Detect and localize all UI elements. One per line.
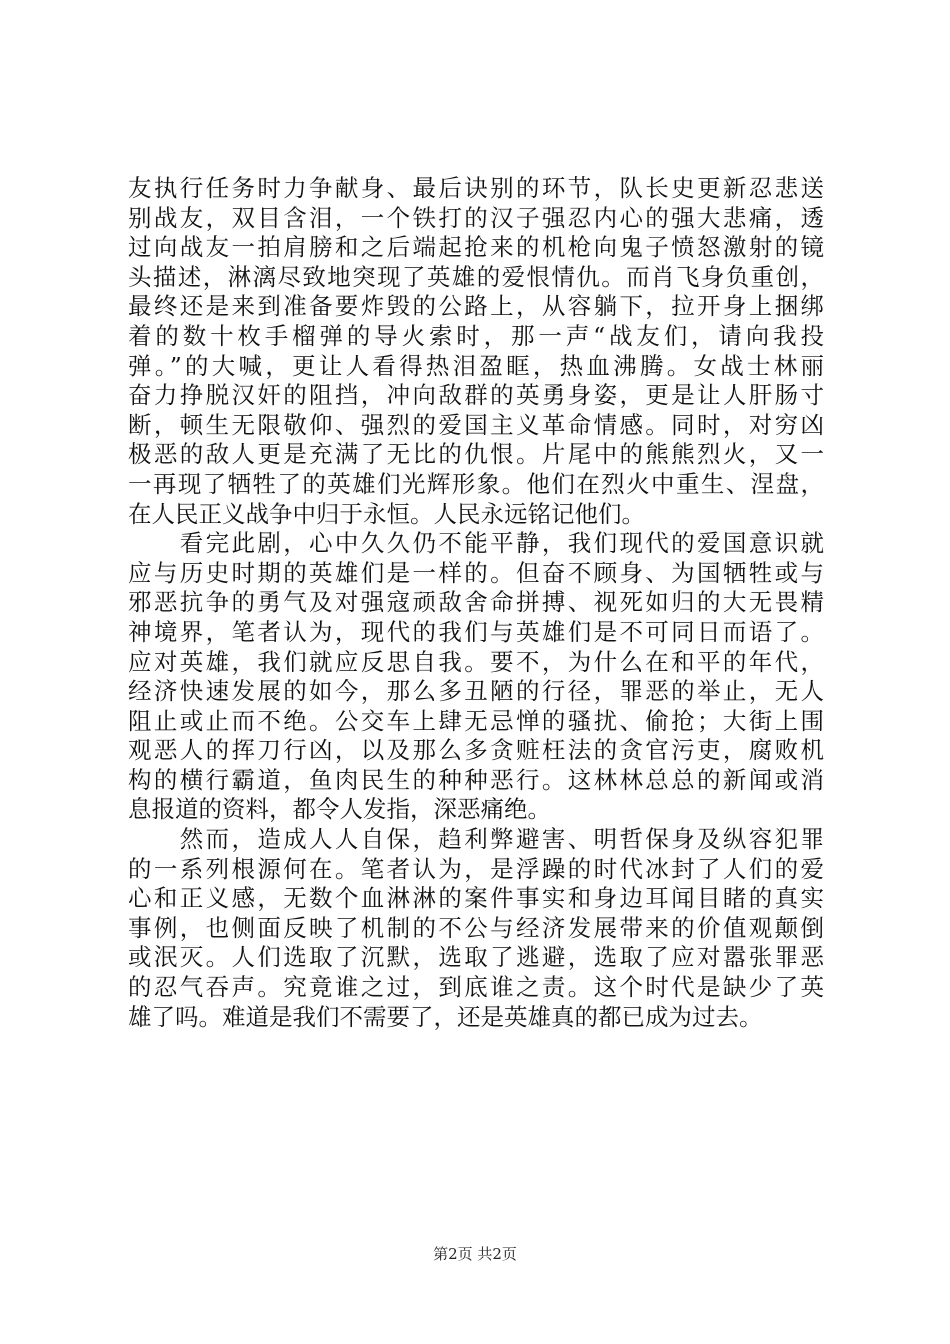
- text-line: 断，顿生无限敬仰、强烈的爱国主义革命情感。同时，对穷凶: [128, 410, 824, 439]
- article-body: [128, 174, 824, 1032]
- text-line: 头描述，淋漓尽致地突现了英雄的爱恨情仇。而肖飞身负重创，: [128, 262, 824, 291]
- text-line: 观恶人的挥刀行凶，以及那么多贪赃枉法的贪官污吏，腐败机: [128, 736, 824, 765]
- text-line: 应对英雄，我们就应反思自我。要不，为什么在和平的年代，: [128, 647, 824, 676]
- text-line: 的一系列根源何在。笔者认为，是浮躁的时代冰封了人们的爱: [128, 854, 824, 883]
- text-line: 阻止或止而不绝。公交车上肆无忌惮的骚扰、偷抢；大街上围: [128, 706, 824, 735]
- text-line: 一再现了牺牲了的英雄们光辉形象。他们在烈火中重生、涅盘，: [128, 469, 824, 498]
- text-line: 心和正义感，无数个血淋淋的案件事实和身边耳闻目睹的真实: [128, 884, 824, 913]
- text-line: 极恶的敌人更是充满了无比的仇恨。片尾中的熊熊烈火，又一: [128, 440, 824, 469]
- text-line: 看完此剧，心中久久仍不能平静，我们现代的爱国意识就: [128, 529, 824, 558]
- text-line: 在人民正义战争中归于永恒。人民永远铭记他们。: [128, 499, 645, 528]
- paragraph-2: [128, 529, 824, 825]
- text-line: 经济快速发展的如今，那么多丑陋的行径，罪恶的举止，无人: [128, 677, 824, 706]
- text-line: 事例，也侧面反映了机制的不公与经济发展带来的价值观颠倒: [128, 913, 824, 942]
- paragraph-3: [128, 825, 824, 1032]
- text-line: 最终还是来到准备要炸毁的公路上，从容躺下，拉开身上捆绑: [128, 292, 824, 321]
- text-line: 神境界，笔者认为，现代的我们与英雄们是不可同日而语了。: [128, 617, 824, 646]
- text-line: 构的横行霸道，鱼肉民生的种种恶行。这林林总总的新闻或消: [128, 765, 824, 794]
- text-line: 雄了吗。难道是我们不需要了，还是英雄真的都已成为过去。: [128, 1002, 763, 1031]
- text-line: 弹。”的大喊，更让人看得热泪盈眶，热血沸腾。女战士林丽: [128, 351, 824, 380]
- page-number: 第2页 共2页: [433, 1245, 517, 1263]
- text-line: 然而，造成人人自保，趋利弊避害、明哲保身及纵容犯罪: [128, 825, 824, 854]
- page-footer: [0, 1244, 950, 1264]
- text-line: 应与历史时期的英雄们是一样的。但奋不顾身、为国牺牲或与: [128, 558, 824, 587]
- paragraph-1: [128, 174, 824, 529]
- text-line: 过向战友一拍肩膀和之后端起抢来的机枪向鬼子愤怒激射的镜: [128, 233, 824, 262]
- text-line: 着的数十枚手榴弹的导火索时，那一声“战友们，请向我投: [128, 321, 824, 350]
- text-line: 邪恶抗争的勇气及对强寇顽敌舍命拼搏、视死如归的大无畏精: [128, 588, 824, 617]
- text-line: 或泯灭。人们选取了沉默，选取了逃避，选取了应对嚣张罪恶: [128, 943, 824, 972]
- text-line: 别战友，双目含泪，一个铁打的汉子强忍内心的强大悲痛，透: [128, 203, 824, 232]
- text-line: 的忍气吞声。究竟谁之过，到底谁之责。这个时代是缺少了英: [128, 973, 824, 1002]
- text-line: 奋力挣脱汉奸的阻挡，冲向敌群的英勇身姿，更是让人肝肠寸: [128, 381, 824, 410]
- text-line: 息报道的资料，都令人发指，深恶痛绝。: [128, 795, 551, 824]
- text-line: 友执行任务时力争献身、最后诀别的环节，队长史更新忍悲送: [128, 174, 824, 202]
